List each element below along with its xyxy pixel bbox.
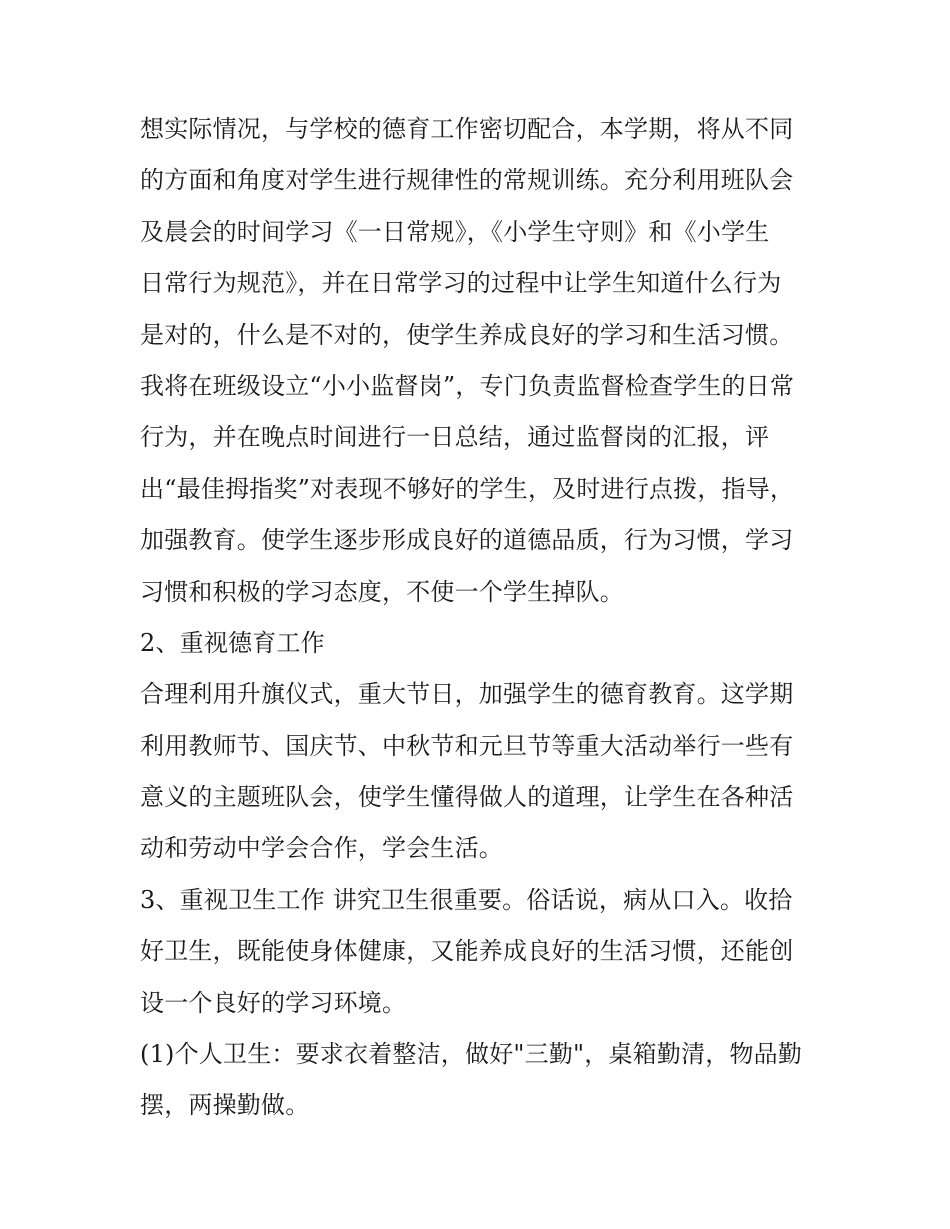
text-line: 意义的主题班队会，使学生懂得做人的道理，让学生在各种活 [140,783,794,812]
text-line: 我将在班级设立“小小监督岗”，专门负责监督检查学生的日常 [140,371,795,400]
text-line: 动和劳动中学会合作，学会生活。 [140,834,503,863]
text-line: 行为，并在晚点时间进行一日总结，通过监督岗的汇报，评 [140,423,770,452]
text-line: 利用教师节、国庆节、中秋节和元旦节等重大活动举行一些有 [140,731,794,760]
list-item: (1)个人卫生：要求衣着整洁，做好"三勤"，桌箱勤清，物品勤 [140,1040,803,1069]
text-line: 加强教育。使学生逐步形成良好的道德品质，行为习惯，学习 [140,526,794,555]
document-body [140,104,820,1132]
text-line: 想实际情况，与学校的德育工作密切配合，本学期，将从不同 [140,115,794,143]
text-line: 及晨会的时间学习《一日常规》，《小学生守则》和《小学生 [140,217,770,246]
text-line: 出“最佳拇指奖”对表现不够好的学生，及时进行点拨，指导， [140,474,795,503]
text-line: 设一个良好的学习环境。 [140,988,407,1017]
text-line: 的方面和角度对学生进行规律性的常规训练。充分利用班队会 [140,166,794,195]
section-heading: 2、重视德育工作 [140,628,325,657]
text-line: 好卫生，既能使身体健康，又能养成良好的生活习惯，还能创 [140,937,794,966]
text-line: 是对的，什么是不对的，使学生养成良好的学习和生活习惯。 [140,320,794,349]
text-line: 摆，两操勤做。 [140,1091,310,1120]
text-line: 习惯和积极的学习态度，不使一个学生掉队。 [140,577,624,606]
text-line: 合理利用升旗仪式，重大节日，加强学生的德育教育。这学期 [140,680,794,709]
section-heading: 3、重视卫生工作 讲究卫生很重要。俗话说，病从口入。收拾 [140,885,793,914]
text-line: 日常行为规范》，并在日常学习的过程中让学生知道什么行为 [140,269,782,298]
